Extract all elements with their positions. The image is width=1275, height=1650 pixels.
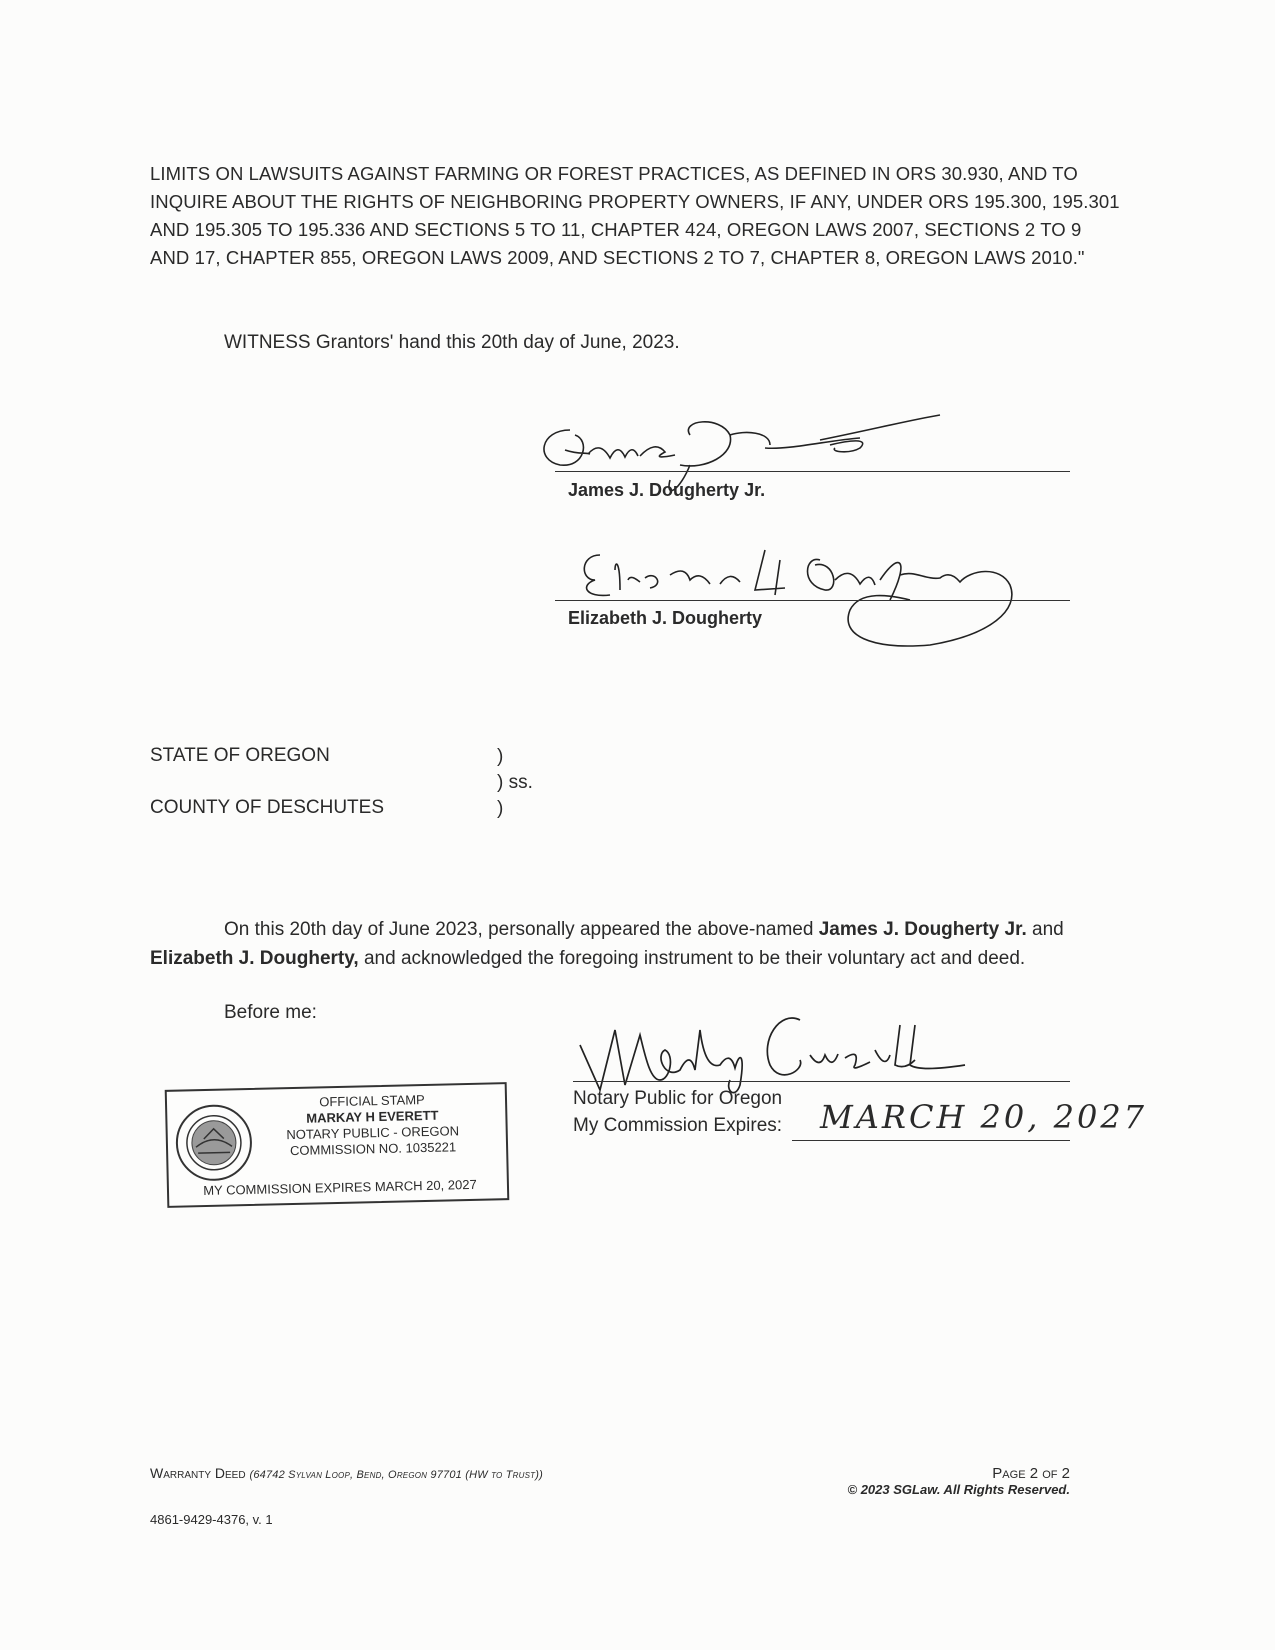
commission-expiration-handwritten: MARCH 20, 2027 <box>820 1098 1148 1136</box>
statutory-notice-paragraph <box>150 160 1130 272</box>
footer-copyright: © 2023 SGLaw. All Rights Reserved. <box>847 1482 1070 1497</box>
ack-name-elizabeth: Elizabeth J. Dougherty, <box>150 948 359 969</box>
footer-page-info <box>800 1465 1070 1497</box>
notice-line: INQUIRE ABOUT THE RIGHTS OF NEIGHBORING PROPERTY OWNERS, IF ANY, UNDER ORS 195.300, 195.301 <box>150 191 1120 212</box>
stamp-heading: OFFICIAL STAMP <box>319 1092 425 1110</box>
venue-county: COUNTY OF DESCHUTES <box>150 797 385 818</box>
notary-official-stamp <box>165 1082 510 1208</box>
notice-line: AND 195.305 TO 195.336 AND SECTIONS 5 TO 11, CHAPTER 424, OREGON LAWS 2007, SECTIONS 2 TO 9 <box>150 219 1082 240</box>
signer-name-james: James J. Dougherty Jr. <box>568 480 766 500</box>
stamp-expiration: MY COMMISSION EXPIRES MARCH 20, 2027 <box>203 1176 477 1199</box>
notice-line: LIMITS ON LAWSUITS AGAINST FARMING OR FOREST PRACTICES, AS DEFINED IN ORS 30.930, AND TO <box>150 163 1078 184</box>
elizabeth-signature-scribble <box>570 540 1030 665</box>
ack-text-1: On this 20th day of June 2023, personally appeared the above-named <box>224 919 819 940</box>
stamp-notary-name: MARKAY H EVERETT <box>306 1107 439 1126</box>
notary-signature-scribble <box>570 1010 990 1100</box>
ack-text-3: and acknowledged the foregoing instrument to be their voluntary act and deed. <box>358 948 1026 969</box>
venue-bracket-top: ) <box>497 746 504 767</box>
witness-clause: WITNESS Grantors' hand this 20th day of June, 2023. <box>224 332 680 353</box>
footer-doc-title: Warranty Deed <box>150 1465 246 1481</box>
notary-signature-line <box>573 1081 1070 1082</box>
before-me-label: Before me: <box>224 1002 317 1023</box>
expiration-date-line <box>792 1140 1070 1141</box>
venue-bracket-bottom: ) <box>497 798 504 819</box>
oregon-state-seal-icon <box>173 1102 255 1184</box>
footer-document-title <box>150 1465 543 1481</box>
footer-doc-id: 4861-9429-4376, v. 1 <box>150 1512 273 1527</box>
footer-page-number: Page 2 of 2 <box>992 1465 1070 1482</box>
signature-line-1 <box>555 471 1070 472</box>
notice-line: AND 17, CHAPTER 855, OREGON LAWS 2009, AND SECTIONS 2 TO 7, CHAPTER 8, OREGON LAWS 2010." <box>150 247 1085 268</box>
stamp-notary-public: NOTARY PUBLIC - OREGON <box>286 1123 460 1143</box>
stamp-text-block <box>247 1090 498 1160</box>
commission-expires-label: My Commission Expires: <box>573 1115 783 1136</box>
signature-line-2 <box>555 600 1070 601</box>
ack-text-2: and <box>1026 919 1064 940</box>
acknowledgment-paragraph <box>150 915 1130 973</box>
venue-state: STATE OF OREGON <box>150 745 330 766</box>
stamp-commission-no: COMMISSION NO. 1035221 <box>289 1139 457 1159</box>
venue-bracket-ss: ) ss. <box>497 772 533 793</box>
signer-name-elizabeth: Elizabeth J. Dougherty <box>568 608 763 628</box>
notary-title: Notary Public for Oregon <box>573 1088 783 1109</box>
ack-name-james: James J. Dougherty Jr. <box>818 919 1027 940</box>
footer-doc-subtitle: (64742 Sylvan Loop, Bend, Oregon 97701 (HW to Trust)) <box>249 1469 543 1481</box>
